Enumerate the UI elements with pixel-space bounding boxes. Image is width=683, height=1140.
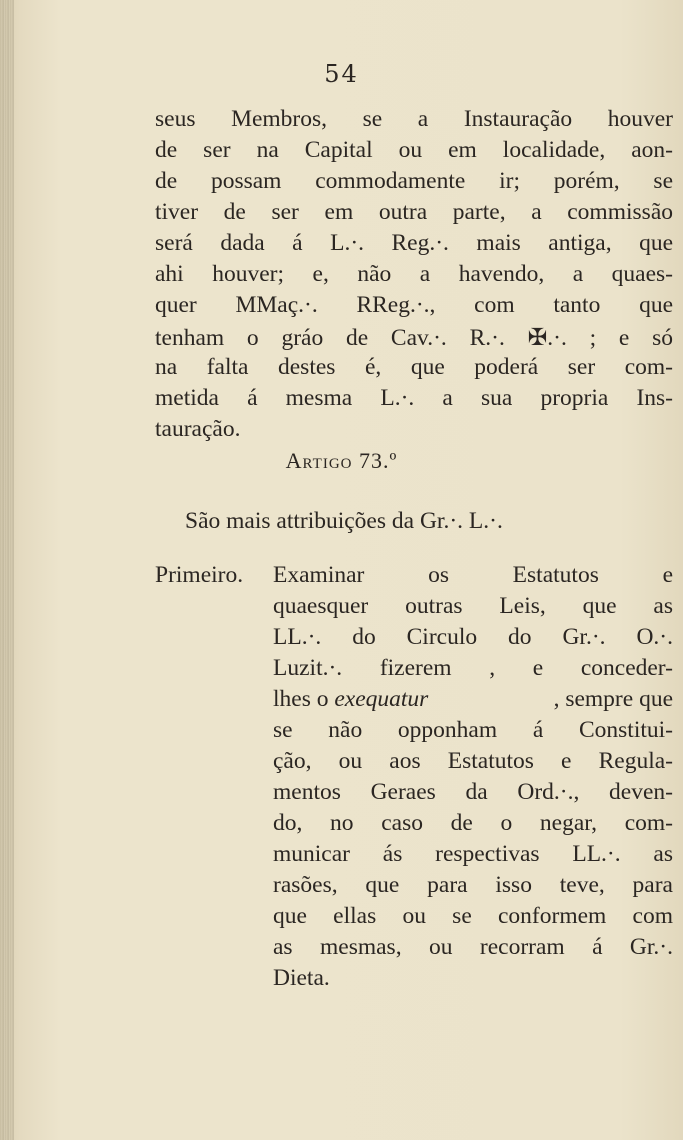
text-line: que ellas ou se conformem com bbox=[273, 903, 673, 929]
article-heading bbox=[0, 448, 683, 474]
text-line: quer MMaç.·. RReg.·., com tanto que bbox=[155, 292, 673, 318]
text-line: de possam commodamente ir; porém, se bbox=[155, 168, 673, 194]
text-line: LL.·. do Circulo do Gr.·. O.·. bbox=[273, 624, 673, 650]
text-line: tauração. bbox=[155, 416, 241, 442]
text-line: tiver de ser em outra parte, a commissão bbox=[155, 199, 673, 225]
page-number: 54 bbox=[324, 60, 359, 88]
text-line: na falta destes é, que poderá ser com- bbox=[155, 354, 673, 380]
text-line: quaesquer outras Leis, que as bbox=[273, 593, 673, 619]
italic-term: exequatur bbox=[334, 686, 429, 712]
text-line: municar ás respectivas LL.·. as bbox=[273, 841, 673, 867]
text-line: será dada á L.·. Reg.·. mais antiga, que bbox=[155, 230, 673, 256]
text-line: Examinar os Estatutos e bbox=[273, 562, 673, 588]
item-label: Primeiro. bbox=[155, 562, 244, 588]
text-line: as mesmas, ou recorram á Gr.·. bbox=[273, 934, 673, 960]
book-spine-shadow bbox=[0, 0, 14, 1140]
article-intro: São mais attribuições da Gr.·. L.·. bbox=[185, 508, 503, 534]
text-line: metida á mesma L.·. a sua propria Ins- bbox=[155, 385, 673, 411]
text-fragment: lhes o bbox=[273, 686, 335, 712]
text-line: se não opponham á Constitui- bbox=[273, 717, 673, 743]
text-line: do, no caso de o negar, com- bbox=[273, 810, 673, 836]
text-line: ahi houver; e, não a havendo, a quaes- bbox=[155, 261, 673, 287]
text-line: seus Membros, se a Instauração houver bbox=[155, 106, 673, 132]
text-line: mentos Geraes da Ord.·., deven- bbox=[273, 779, 673, 805]
article-heading-word: Artigo bbox=[285, 448, 353, 473]
text-line: ção, ou aos Estatutos e Regula- bbox=[273, 748, 673, 774]
text-line: Dieta. bbox=[273, 965, 330, 991]
text-line: de ser na Capital ou em localidade, aon- bbox=[155, 137, 673, 163]
text-line: tenham o gráo de Cav.·. R.·. ✠.·. ; e só bbox=[155, 325, 673, 351]
text-fragment: , sempre que bbox=[553, 686, 673, 712]
text-line: rasões, que para isso teve, para bbox=[273, 872, 673, 898]
text-line bbox=[273, 686, 673, 713]
text-line: Luzit.·. fizerem , e conceder- bbox=[273, 655, 673, 681]
article-heading-number: 73.º bbox=[359, 448, 398, 473]
